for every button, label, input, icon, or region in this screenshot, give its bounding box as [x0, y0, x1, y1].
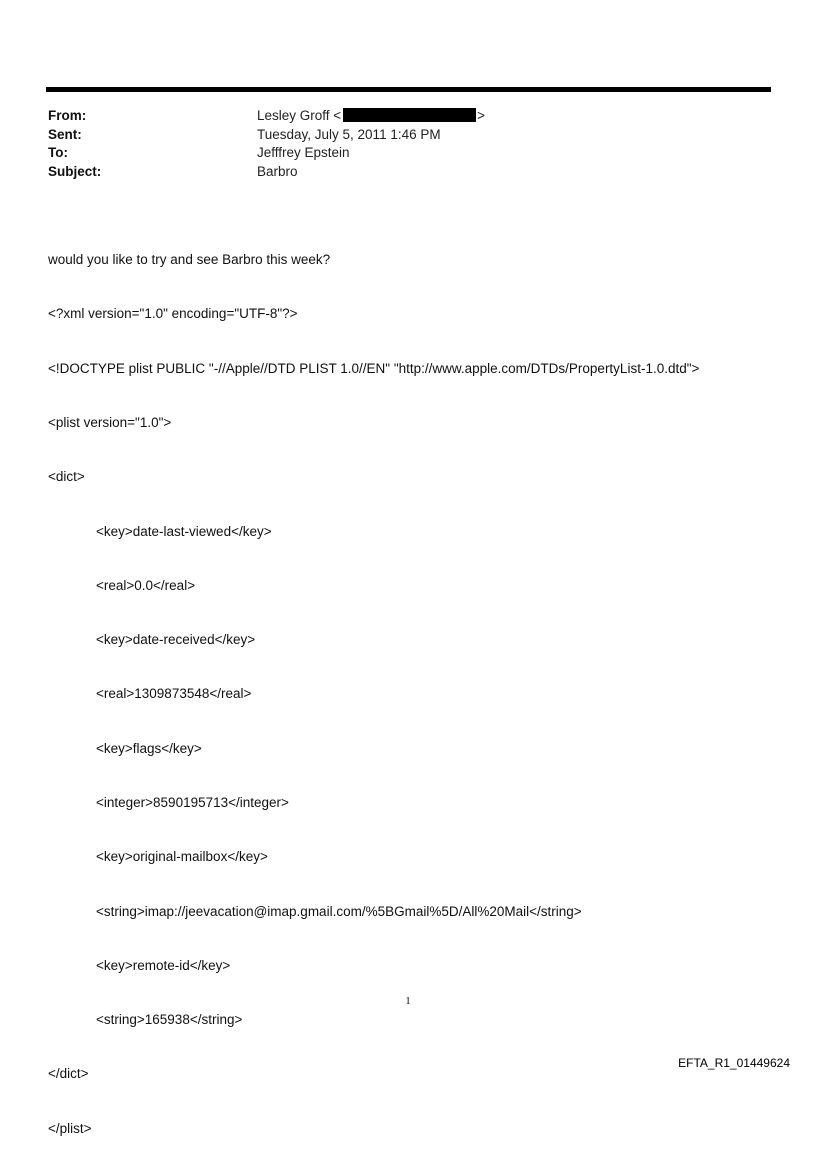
- to-row: [48, 144, 485, 163]
- document-id: EFTA_R1_01449624: [678, 1056, 790, 1070]
- redaction-block: [343, 108, 476, 122]
- header-rule: [46, 87, 771, 92]
- to-label: To:: [48, 145, 68, 160]
- body-line: <!DOCTYPE plist PUBLIC "-//Apple//DTD PLIST 1.0//EN" "http://www.apple.com/DTDs/PropertyList-1.0.dtd">: [48, 360, 700, 376]
- to-value: Jefffrey Epstein: [257, 145, 350, 160]
- body-line: <dict>: [48, 469, 85, 485]
- body-line: <key>original-mailbox</key>: [96, 849, 268, 865]
- sent-value: Tuesday, July 5, 2011 1:46 PM: [257, 126, 441, 142]
- from-value: [257, 107, 485, 126]
- email-body: [48, 215, 768, 1156]
- body-line: <key>date-received</key>: [96, 632, 256, 648]
- from-row: [48, 107, 485, 126]
- body-line: <key>date-last-viewed</key>: [96, 523, 272, 539]
- sent-label: Sent:: [48, 126, 82, 142]
- email-header: [48, 107, 485, 181]
- body-line: </dict>: [48, 1066, 89, 1082]
- from-label: From:: [48, 108, 87, 123]
- body-line: <key>remote-id</key>: [96, 957, 231, 973]
- body-line: <key>flags</key>: [96, 740, 202, 756]
- body-line: <real>0.0</real>: [96, 577, 196, 593]
- subject-label: Subject:: [48, 163, 102, 179]
- body-line: <plist version="1.0">: [48, 415, 172, 431]
- body-line: <string>imap://jeevacation@imap.gmail.com/%5BGmail%5D/All%20Mail</string>: [96, 903, 582, 919]
- body-line: </plist>: [48, 1120, 92, 1136]
- body-line: would you like to try and see Barbro this week?: [48, 252, 331, 268]
- from-name: Lesley Groff <: [257, 108, 342, 123]
- sent-row: [48, 126, 485, 145]
- body-line: <string>165938</string>: [96, 1012, 243, 1028]
- body-line: <integer>8590195713</integer>: [96, 795, 289, 810]
- subject-row: [48, 163, 485, 182]
- body-line: <real>1309873548</real>: [96, 686, 252, 702]
- body-line: <?xml version="1.0" encoding="UTF-8"?>: [48, 306, 298, 322]
- from-tail: >: [477, 108, 486, 123]
- page-number: 1: [405, 995, 411, 1007]
- subject-value: Barbro: [257, 163, 298, 179]
